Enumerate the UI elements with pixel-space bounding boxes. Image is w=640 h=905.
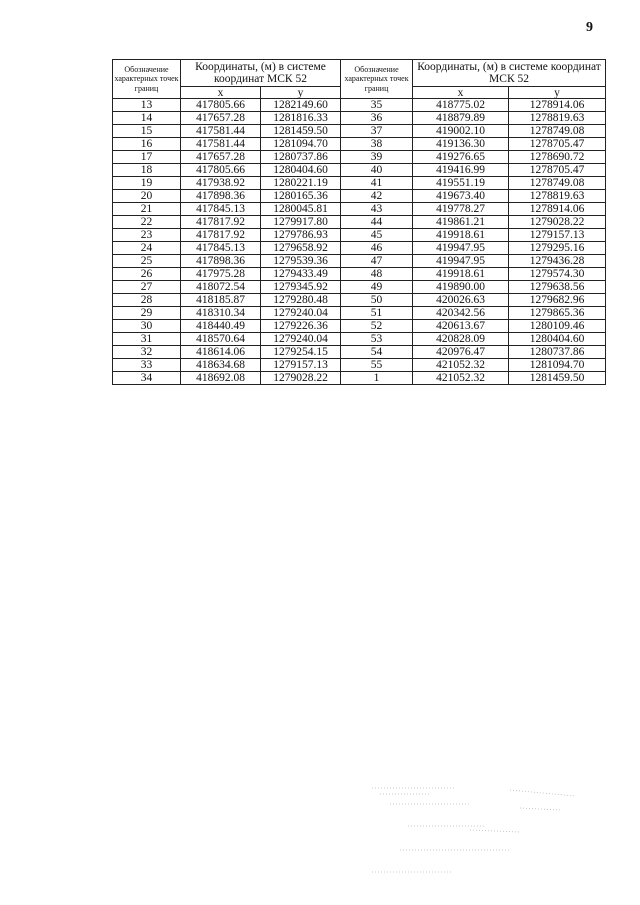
cell-y-left: 1279226.36: [261, 320, 341, 333]
cell-point-right: 41: [341, 177, 413, 190]
cell-y-right: 1280404.60: [509, 333, 606, 346]
cell-y-right: 1278819.63: [509, 112, 606, 125]
cell-point-right: 39: [341, 151, 413, 164]
cell-point-right: 43: [341, 203, 413, 216]
table-row: [113, 190, 606, 203]
cell-y-right: 1279682.96: [509, 294, 606, 307]
cell-x-right: 418775.02: [413, 99, 509, 112]
cell-point-left: 23: [113, 229, 181, 242]
cell-point-right: 52: [341, 320, 413, 333]
coordinates-table-body: [113, 99, 606, 385]
cell-y-left: 1281094.70: [261, 138, 341, 151]
cell-x-right: 420828.09: [413, 333, 509, 346]
cell-y-left: 1280404.60: [261, 164, 341, 177]
table-row: [113, 138, 606, 151]
cell-y-right: 1278705.47: [509, 138, 606, 151]
cell-point-left: 24: [113, 242, 181, 255]
cell-point-left: 27: [113, 281, 181, 294]
x-header-left: x: [181, 87, 261, 99]
cell-x-left: 417817.92: [181, 229, 261, 242]
cell-y-left: 1280737.86: [261, 151, 341, 164]
cell-x-right: 418879.89: [413, 112, 509, 125]
cell-point-right: 48: [341, 268, 413, 281]
cell-y-left: 1279658.92: [261, 242, 341, 255]
cell-point-left: 22: [113, 216, 181, 229]
cell-point-left: 26: [113, 268, 181, 281]
cell-x-right: 419861.21: [413, 216, 509, 229]
cell-x-left: 417898.36: [181, 190, 261, 203]
cell-point-right: 50: [341, 294, 413, 307]
cell-point-left: 20: [113, 190, 181, 203]
table-row: [113, 294, 606, 307]
cell-x-right: 420613.67: [413, 320, 509, 333]
cell-x-left: 418440.49: [181, 320, 261, 333]
cell-x-right: 420976.47: [413, 346, 509, 359]
cell-x-right: 420342.56: [413, 307, 509, 320]
table-row: [113, 151, 606, 164]
table-row: [113, 359, 606, 372]
cell-y-left: 1280165.36: [261, 190, 341, 203]
cell-point-left: 14: [113, 112, 181, 125]
cell-x-right: 419918.61: [413, 268, 509, 281]
cell-y-right: 1280109.46: [509, 320, 606, 333]
point-header-left: Обозначение характерных точек границ: [113, 60, 181, 99]
table-row: [113, 177, 606, 190]
cell-y-left: 1279539.36: [261, 255, 341, 268]
cell-x-left: 417938.92: [181, 177, 261, 190]
cell-point-right: 53: [341, 333, 413, 346]
cell-point-left: 28: [113, 294, 181, 307]
cell-point-left: 18: [113, 164, 181, 177]
cell-x-left: 417657.28: [181, 151, 261, 164]
cell-y-right: 1278749.08: [509, 125, 606, 138]
cell-point-right: 54: [341, 346, 413, 359]
cell-x-right: 419947.95: [413, 255, 509, 268]
cell-y-left: 1279433.49: [261, 268, 341, 281]
cell-y-right: 1278914.06: [509, 203, 606, 216]
y-header-right: y: [509, 87, 606, 99]
cell-x-right: 419778.27: [413, 203, 509, 216]
table-row: [113, 164, 606, 177]
cell-point-right: 38: [341, 138, 413, 151]
table-row: [113, 112, 606, 125]
cell-point-left: 33: [113, 359, 181, 372]
table-row: [113, 255, 606, 268]
table-row: [113, 346, 606, 359]
cell-y-left: 1279240.04: [261, 307, 341, 320]
cell-x-right: 419551.19: [413, 177, 509, 190]
cell-y-right: 1278705.47: [509, 164, 606, 177]
cell-x-left: 417805.66: [181, 164, 261, 177]
cell-x-left: 417845.13: [181, 203, 261, 216]
cell-y-left: 1279917.80: [261, 216, 341, 229]
point-header-right: Обозначение характерных точек границ: [341, 60, 413, 99]
cell-y-left: 1279345.92: [261, 281, 341, 294]
cell-point-right: 44: [341, 216, 413, 229]
cell-x-left: 417898.36: [181, 255, 261, 268]
cell-y-right: 1281094.70: [509, 359, 606, 372]
cell-y-right: 1279028.22: [509, 216, 606, 229]
cell-point-right: 49: [341, 281, 413, 294]
cell-y-left: 1281816.33: [261, 112, 341, 125]
cell-y-right: 1278749.08: [509, 177, 606, 190]
coord-header-left: Координаты, (м) в системе координат МСК 52: [181, 60, 341, 87]
cell-x-right: 421052.32: [413, 359, 509, 372]
cell-point-right: 51: [341, 307, 413, 320]
cell-point-left: 15: [113, 125, 181, 138]
cell-point-left: 17: [113, 151, 181, 164]
cell-x-right: 420026.63: [413, 294, 509, 307]
table-row: [113, 281, 606, 294]
cell-y-left: 1279240.04: [261, 333, 341, 346]
table-row: [113, 229, 606, 242]
cell-x-right: 419276.65: [413, 151, 509, 164]
coordinates-table: [112, 59, 606, 385]
table-row: [113, 333, 606, 346]
cell-x-left: 418072.54: [181, 281, 261, 294]
cell-y-right: 1278690.72: [509, 151, 606, 164]
cell-x-left: 417805.66: [181, 99, 261, 112]
cell-point-right: 35: [341, 99, 413, 112]
cell-point-left: 21: [113, 203, 181, 216]
cell-x-left: 418185.87: [181, 294, 261, 307]
cell-x-right: 419416.99: [413, 164, 509, 177]
cell-point-right: 47: [341, 255, 413, 268]
cell-y-right: 1278819.63: [509, 190, 606, 203]
cell-point-right: 55: [341, 359, 413, 372]
cell-y-right: 1279436.28: [509, 255, 606, 268]
cell-x-right: 419947.95: [413, 242, 509, 255]
cell-x-left: 418310.34: [181, 307, 261, 320]
cell-x-left: 418692.08: [181, 372, 261, 385]
cell-x-left: 417581.44: [181, 138, 261, 151]
table-row: [113, 320, 606, 333]
cell-y-left: 1279028.22: [261, 372, 341, 385]
x-header-right: x: [413, 87, 509, 99]
cell-y-right: 1279295.16: [509, 242, 606, 255]
y-header-left: y: [261, 87, 341, 99]
table-row: [113, 242, 606, 255]
coord-header-right: Координаты, (м) в системе координат МСК 52: [413, 60, 606, 87]
cell-y-left: 1279157.13: [261, 359, 341, 372]
cell-point-right: 45: [341, 229, 413, 242]
cell-x-left: 417817.92: [181, 216, 261, 229]
cell-x-right: 419002.10: [413, 125, 509, 138]
cell-x-right: 421052.32: [413, 372, 509, 385]
cell-point-right: 1: [341, 372, 413, 385]
cell-point-left: 19: [113, 177, 181, 190]
table-row: [113, 268, 606, 281]
cell-point-right: 37: [341, 125, 413, 138]
cell-point-right: 40: [341, 164, 413, 177]
cell-x-left: 417975.28: [181, 268, 261, 281]
cell-point-right: 36: [341, 112, 413, 125]
cell-x-left: 417845.13: [181, 242, 261, 255]
cell-point-left: 32: [113, 346, 181, 359]
cell-x-left: 418614.06: [181, 346, 261, 359]
cell-x-left: 417581.44: [181, 125, 261, 138]
cell-x-left: 418634.68: [181, 359, 261, 372]
cell-point-right: 46: [341, 242, 413, 255]
cell-point-left: 16: [113, 138, 181, 151]
cell-point-right: 42: [341, 190, 413, 203]
table-row: [113, 203, 606, 216]
cell-x-right: 419673.40: [413, 190, 509, 203]
cell-point-left: 31: [113, 333, 181, 346]
cell-y-right: 1280737.86: [509, 346, 606, 359]
cell-y-left: 1279280.48: [261, 294, 341, 307]
page-number: 9: [586, 20, 593, 35]
cell-point-left: 25: [113, 255, 181, 268]
table-row: [113, 216, 606, 229]
cell-y-left: 1280045.81: [261, 203, 341, 216]
table-row: [113, 99, 606, 112]
cell-y-right: 1279865.36: [509, 307, 606, 320]
cell-x-right: 419890.00: [413, 281, 509, 294]
table-row: [113, 125, 606, 138]
cell-y-left: 1281459.50: [261, 125, 341, 138]
cell-y-left: 1279786.93: [261, 229, 341, 242]
cell-y-left: 1279254.15: [261, 346, 341, 359]
faded-stamp-image: [360, 780, 590, 880]
cell-point-left: 13: [113, 99, 181, 112]
table-row: [113, 372, 606, 385]
cell-y-right: 1281459.50: [509, 372, 606, 385]
cell-x-left: 417657.28: [181, 112, 261, 125]
cell-x-right: 419136.30: [413, 138, 509, 151]
cell-y-left: 1282149.60: [261, 99, 341, 112]
cell-y-right: 1278914.06: [509, 99, 606, 112]
table-row: [113, 307, 606, 320]
cell-y-right: 1279574.30: [509, 268, 606, 281]
cell-x-right: 419918.61: [413, 229, 509, 242]
cell-y-right: 1279638.56: [509, 281, 606, 294]
cell-y-left: 1280221.19: [261, 177, 341, 190]
cell-point-left: 29: [113, 307, 181, 320]
cell-x-left: 418570.64: [181, 333, 261, 346]
cell-point-left: 30: [113, 320, 181, 333]
cell-point-left: 34: [113, 372, 181, 385]
cell-y-right: 1279157.13: [509, 229, 606, 242]
